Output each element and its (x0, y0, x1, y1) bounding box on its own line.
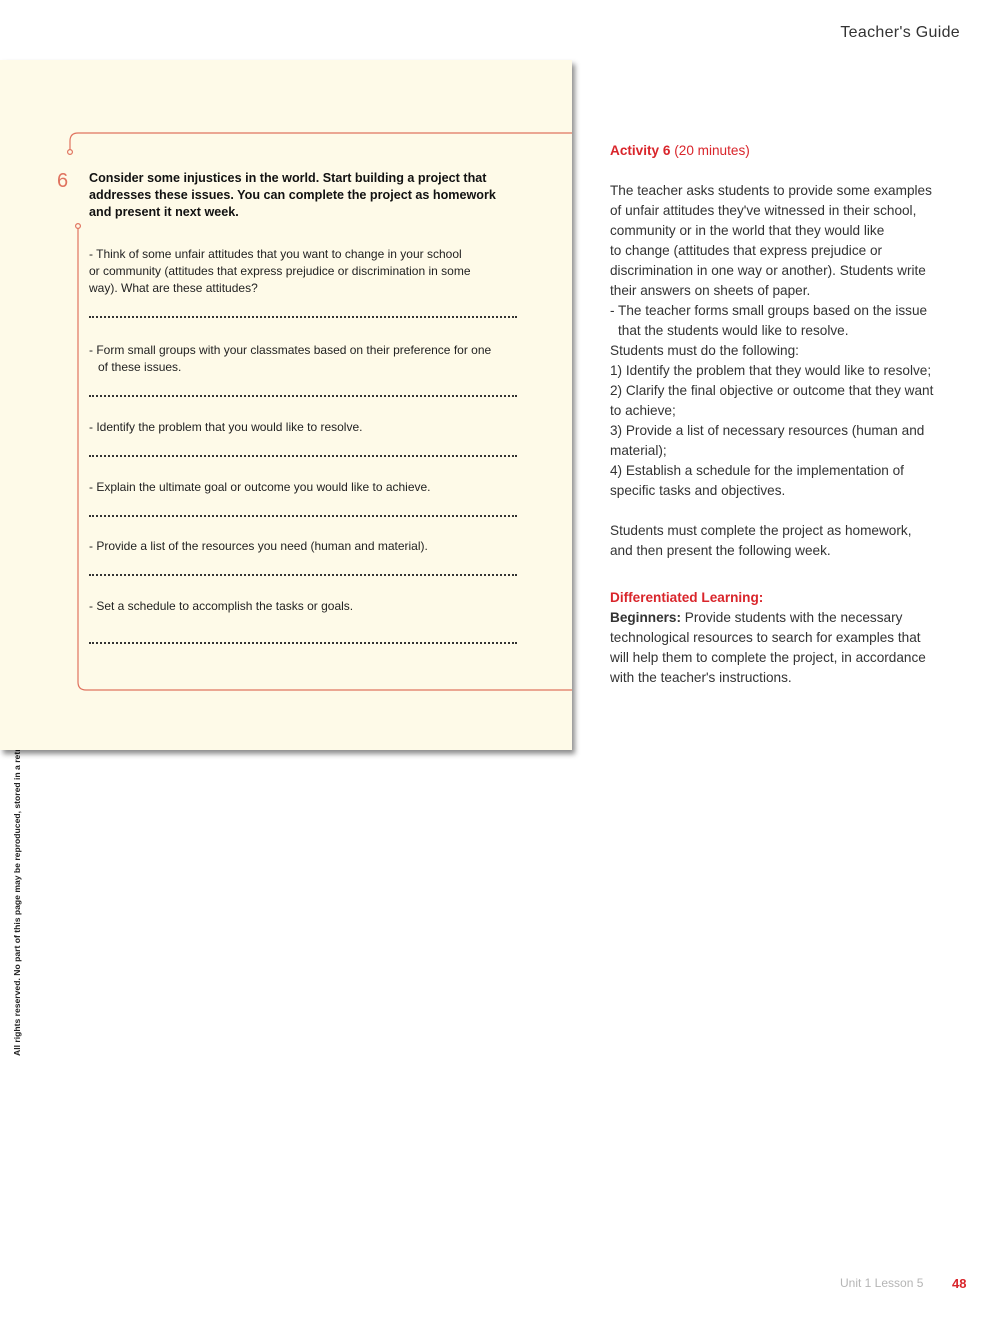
differentiated-learning-heading: Differentiated Learning: (610, 590, 764, 605)
homework-note: Students must complete the project as homework, and then present the following week. (610, 523, 912, 558)
answer-line[interactable] (89, 642, 517, 644)
teacher-guide-column (610, 141, 940, 688)
page-number: 48 (952, 1276, 967, 1291)
page-header-title: Teacher's Guide (840, 24, 960, 41)
worksheet-frame (0, 60, 572, 750)
answer-line[interactable] (89, 316, 517, 318)
worksheet-item: - Identify the problem that you would like to resolve. (89, 420, 363, 434)
footer-unit-label: Unit 1 Lesson 5 (840, 1276, 924, 1290)
answer-line[interactable] (89, 574, 517, 576)
worksheet-card (0, 60, 572, 750)
worksheet-item: - Think of some unfair attitudes that you want to change in your school or community (attitudes that express prejudice or discrimination in some way). What are these attitudes? (89, 247, 471, 295)
worksheet-item: - Provide a list of the resources you need (human and material). (89, 539, 428, 553)
answer-line[interactable] (89, 455, 517, 457)
worksheet-item: - Explain the ultimate goal or outcome you would like to achieve. (89, 480, 431, 494)
activity-prompt: Consider some injustices in the world. Start building a project that addresses these issues. You can complete the project as homework and present it next week. (89, 171, 496, 219)
worksheet-item: - Set a schedule to accomplish the tasks or goals. (89, 599, 354, 613)
activity-description: The teacher asks students to provide some examples of unfair attitudes they've witnessed in their school, community or in the world that they would like to change (attitudes that express prejudice or discrimination in one way or another). Students write their answers on sheets of paper. - The teacher forms small groups based on the issue that the students would like to resolve. Students must do the following: 1) Identify the problem that they would like to resolve; 2) Clarify the final objective or outcome that they want to achieve; 3) Provide a list of necessary resources (human and material); 4) Establish a schedule for the implementation of specific tasks and objectives. (610, 183, 934, 498)
beginners-note: Beginners: Provide students with the necessary technological resources to search for examples that will help them to complete the project, in accordance with the teacher's instructions. (610, 610, 926, 685)
answer-line[interactable] (89, 515, 517, 517)
answer-line[interactable] (89, 395, 517, 397)
activity-number: 6 (57, 170, 69, 192)
activity-heading: Activity 6 (20 minutes) (610, 143, 750, 158)
worksheet-item: - Form small groups with your classmates based on their preference for one of these issues. (89, 343, 492, 374)
